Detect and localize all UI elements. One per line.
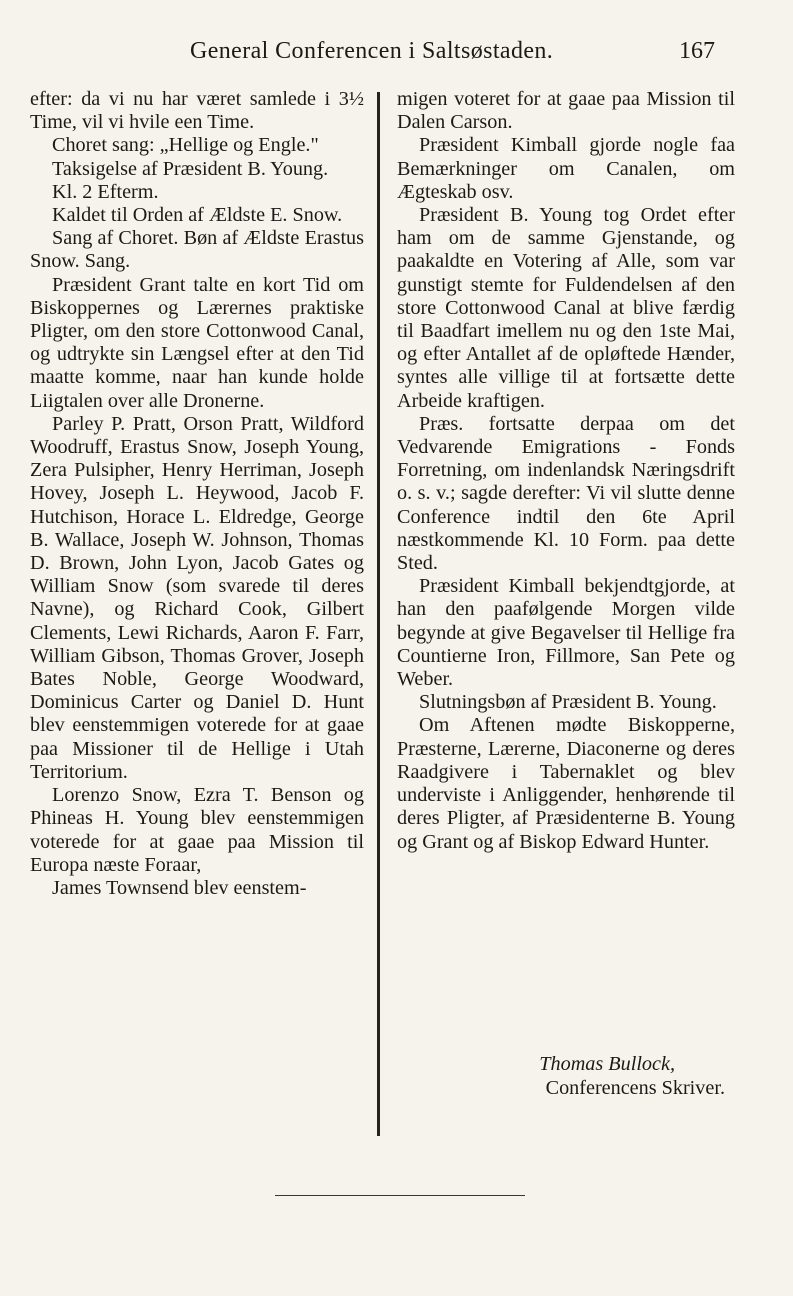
paragraph: Kl. 2 Efterm.	[52, 180, 159, 203]
signature-role: Conferencens Skriver.	[545, 1077, 725, 1099]
paragraph: efter: da vi nu har været samlede i 3½ Time, vil vi hvile een Time.	[30, 88, 364, 134]
paragraph: Præsident B. Young tog Ordet efter ham om de samme Gjenstande, og paakaldte en Votering af Alle, som var gunstigt stemte for Fuldendelsen af den store Cottonwood Canal at blive færdig til Baadfart imellem nu og den 1ste Mai, og efter Antallet af de opløftede Hænder, syntes alle villige til at fortsætte dette Arbeide kraftigen.	[397, 204, 735, 412]
paragraph: Parley P. Pratt, Orson Pratt, Wildford Woodruff, Erastus Snow, Joseph Young, Zera Pulsipher, Henry Herriman, Joseph Hovey, Joseph L. Heywood, Jacob F. Hutchison, Horace L. Eldredge, George B. Wallace, Joseph W. Johnson, Thomas D. Brown, John Lyon, Jacob Gates og William Snow (som svarede til deres Navne), og Richard Cook, Gilbert Clements, Lewi Richards, Aaron F. Farr, William Gibson, Thomas Grover, Joseph Bates Noble, George Woodward, Dominicus Carter og Daniel D. Hunt blev eenstemmigen voterede for at gaae paa Missioner til de Hellige i Utah Territorium.	[30, 412, 364, 783]
paragraph: Om Aftenen mødte Biskopperne, Præsterne, Lærerne, Diaconerne og deres Raadgivere i Tabernaklet og blev underviste i Anliggender, henhørende til deres Pligter, af Præsidenterne B. Young og Grant og af Biskop Edward Hunter.	[397, 714, 735, 853]
paragraph: Taksigelse af Præsident B. Young.	[52, 157, 329, 180]
paragraph: migen voteret for at gaae paa Mission til Dalen Carson.	[397, 88, 735, 134]
paragraph: Sang af Choret. Bøn af Ældste Erastus Snow. Sang.	[30, 227, 364, 273]
paragraph: Kaldet til Orden af Ældste E. Snow.	[52, 204, 343, 227]
column-divider	[377, 92, 380, 1136]
paragraph: Præsident Kimball bekjendtgjorde, at han den paafølgende Morgen vilde begynde at give Begavelser til Hellige fra Countierne Iron, Fillmore, San Pete og Weber.	[397, 575, 735, 691]
paragraph: Præsident Kimball gjorde nogle faa Bemærkninger om Canalen, om Ægteskab osv.	[397, 134, 735, 203]
paragraph: Præs. fortsatte derpaa om det Vedvarende Emigrations - Fonds Forretning, om indenlandsk Næringsdrift o. s. v.; sagde derefter: Vi vil slutte denne Conference indtil den 6te April næstkommende Kl. 10 Form. paa dette Sted.	[397, 412, 735, 575]
signature-block	[397, 1052, 735, 1100]
left-column	[30, 88, 364, 900]
paragraph: Slutningsbøn af Præsident B. Young.	[419, 691, 717, 714]
running-title: General Conferencen i Saltsøstaden.	[190, 38, 554, 64]
running-header	[190, 38, 715, 78]
footer-rule	[275, 1195, 525, 1196]
paragraph: James Townsend blev eenstem-	[52, 876, 307, 899]
paragraph: Choret sang: „Hellige og Engle."	[52, 134, 319, 157]
signature-name: Thomas Bullock,	[539, 1053, 675, 1075]
paragraph: Præsident Grant talte en kort Tid om Biskoppernes og Lærernes praktiske Pligter, om den store Cottonwood Canal, og udtrykte sin Længsel efter at den Tid maatte komme, naar han kunde holde Liigtalen over alle Dronerne.	[30, 273, 364, 412]
right-column	[397, 88, 735, 854]
paragraph: Lorenzo Snow, Ezra T. Benson og Phineas H. Young blev eenstemmigen voterede for at gaae paa Mission til Europa næste Foraar,	[30, 784, 364, 876]
page-number: 167	[679, 38, 715, 64]
